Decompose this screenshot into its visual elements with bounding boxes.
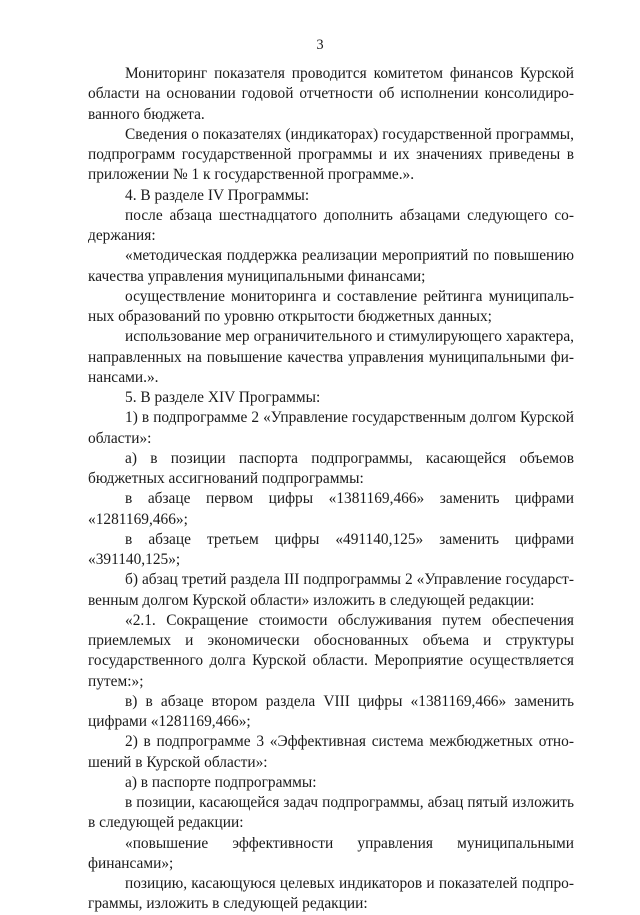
paragraph: осуществление мониторинга и составление рейтинга муниципальных образований по уровню открытости бюджетных данных; — [88, 287, 574, 325]
paragraph: в абзаце третьем цифры «491140,125» заменить цифрами «391140,125»; — [88, 530, 574, 568]
paragraph: 4. В разделе IV Программы: — [125, 186, 310, 204]
paragraph: 5. В разделе XIV Программы: — [125, 389, 321, 406]
paragraph: 1) в подпрограмме 2 «Управление государственным долгом Курской области»: — [88, 409, 574, 447]
paragraph: в позиции, касающейся задач подпрограммы, абзац пятый изложить в следующей редакции: — [88, 794, 574, 832]
paragraph: а) в паспорте подпрограммы: — [125, 773, 317, 791]
paragraph: позицию, касающуюся целевых индикаторов и показателей подпрограммы, изложить в следующей редакции: — [88, 875, 574, 913]
paragraph: «2.1. Сокращение стоимости обслуживания путем обеспечения приемлемых и экономически обоснованных объема и структуры государственного долга Курской области. Мероприятие осуществляется путем:»; — [88, 611, 574, 690]
paragraph: «повышение эффективности управления муниципальными финансами»; — [88, 834, 574, 872]
paragraph: после абзаца шестнадцатого дополнить абзацами следующего содержания: — [88, 206, 574, 244]
paragraph: Мониторинг показателя проводится комитетом финансов Курской области на основании годовой отчетности об исполнении консолидированного бюджета. — [88, 65, 574, 123]
paragraph: в) в абзаце втором раздела VIII цифры «1381169,466» заменить цифрами «1281169,466»; — [88, 692, 574, 730]
paragraph: «методическая поддержка реализации мероприятий по повышению качества управления муниципальными финансами; — [88, 247, 574, 285]
paragraph: использование мер ограничительного и стимулирующего характера, направленных на повышение качества управления муниципальными финансами.». — [88, 328, 574, 386]
paragraph: а) в позиции паспорта подпрограммы, касающейся объемов бюджетных ассигнований подпрограммы: — [88, 449, 574, 487]
document-body — [88, 64, 574, 915]
paragraph: 2) в подпрограмме 3 «Эффективная система межбюджетных отношений в Курской области»: — [88, 733, 574, 771]
page-number: 3 — [316, 37, 324, 53]
paragraph: в абзаце первом цифры «1381169,466» заменить цифрами «1281169,466»; — [88, 490, 574, 528]
paragraph: Сведения о показателях (индикаторах) государственной программы, подпрограмм государственной программы и их значениях приведены в приложении № 1 к государственной программе.». — [88, 125, 574, 184]
paragraph: б) абзац третий раздела III подпрограммы 2 «Управление государственным долгом Курской области» изложить в следующей редакции: — [88, 571, 574, 609]
